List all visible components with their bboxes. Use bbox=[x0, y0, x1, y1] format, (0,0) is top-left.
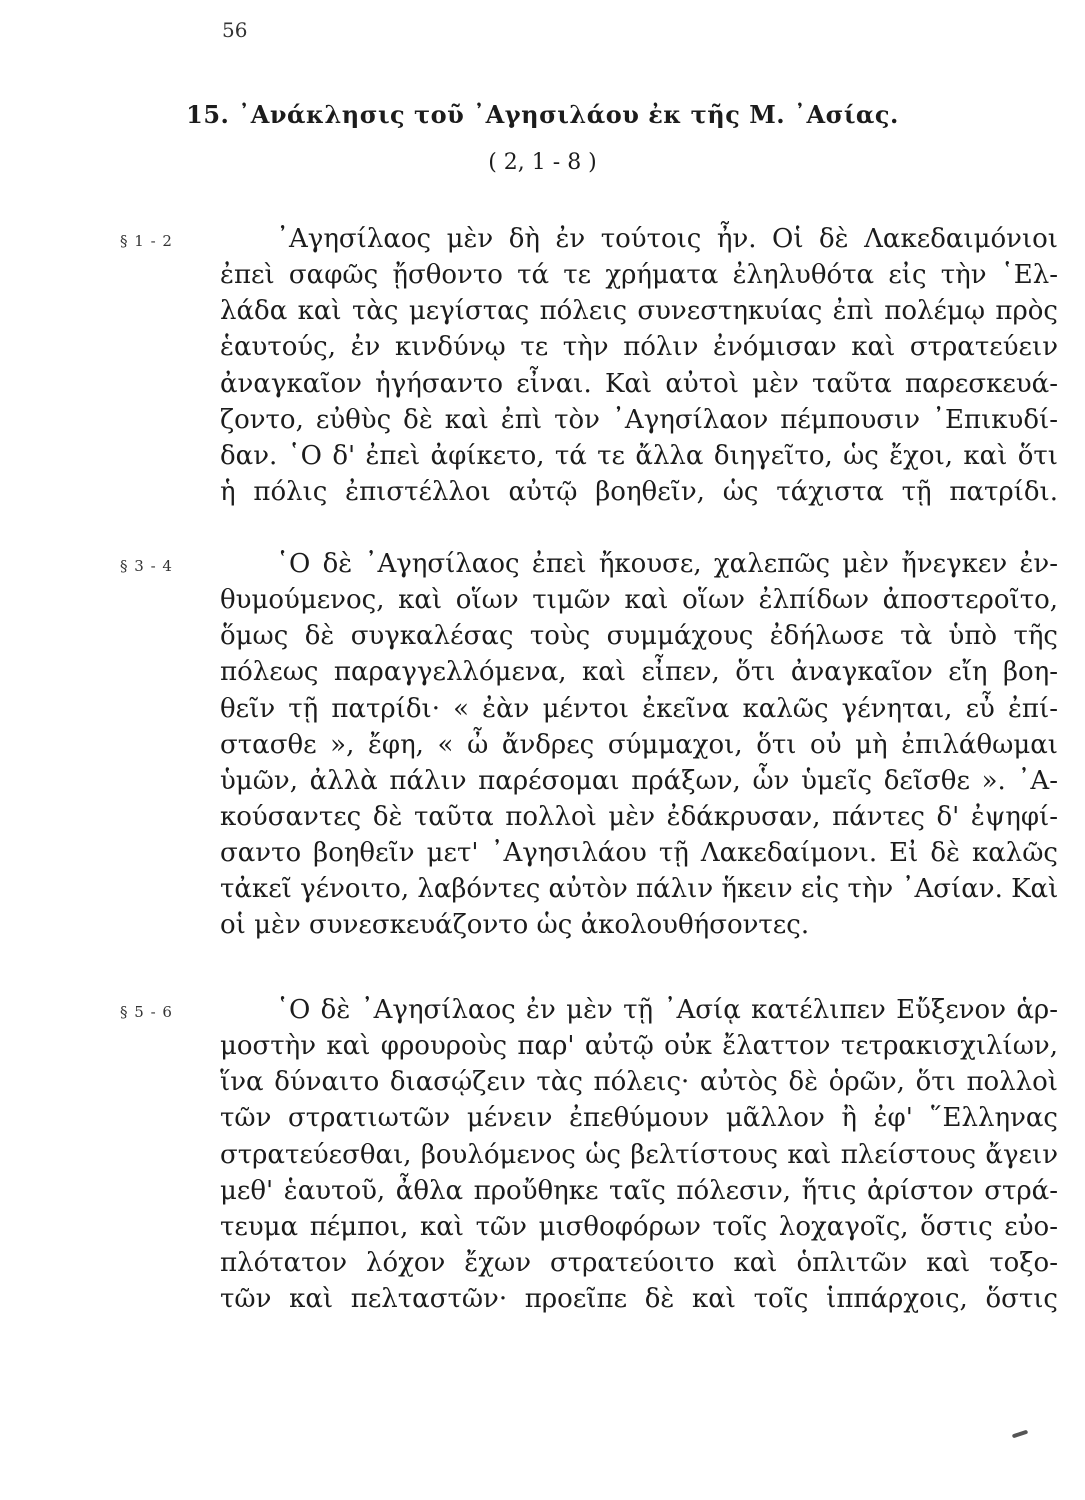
text-line: θεῖν τῇ πατρίδι· « ἐὰν μέντοι ἐκεῖνα καλῶς γένηται, εὖ ἐπί- bbox=[220, 693, 1058, 724]
section-marker: § 3 - 4 bbox=[120, 557, 173, 575]
text-line: τευμα πέμποι, καὶ τῶν μισθοφόρων τοῖς λοχαγοῖς, ὅστις εὐο- bbox=[220, 1211, 1058, 1242]
ink-mark bbox=[1012, 1430, 1028, 1439]
text-line: τῶν στρατιωτῶν μένειν ἐπεθύμουν μᾶλλον ἢ ἐφ' ῞Ελληνας bbox=[220, 1103, 1058, 1134]
text-line: οἱ μὲν συνεσκευάζοντο ὡς ἀκολουθήσοντες. bbox=[220, 910, 810, 941]
section-1-text bbox=[220, 221, 1058, 510]
section-2-text bbox=[220, 546, 1058, 944]
text-line: ἐπεὶ σαφῶς ᾔσθοντο τά τε χρήματα ἐληλυθότα εἰς τὴν ῾Ελ- bbox=[220, 260, 1058, 291]
text-line: τἀκεῖ γένοιτο, λαβόντες αὐτὸν πάλιν ἥκειν εἰς τὴν ᾿Ασίαν. Καὶ bbox=[220, 874, 1058, 905]
section-marker: § 1 - 2 bbox=[120, 232, 173, 250]
text-line: ὅμως δὲ συγκαλέσας τοὺς συμμάχους ἐδήλωσε τὰ ὑπὸ τῆς bbox=[220, 621, 1058, 652]
text-line: ὑμῶν, ἀλλὰ πάλιν παρέσομαι πράξων, ὧν ὑμεῖς δεῖσθε ». ᾿Α- bbox=[220, 765, 1058, 796]
text-line: ἑαυτούς, ἐν κινδύνῳ τε τὴν πόλιν ἐνόμισαν καὶ στρατεύειν bbox=[220, 332, 1058, 363]
text-line: στασθε », ἔφη, « ὦ ἄνδρες σύμμαχοι, ὅτι οὐ μὴ ἐπιλάθωμαι bbox=[220, 729, 1058, 760]
text-line: ῾Ο δὲ ᾿Αγησίλαος ἐν μὲν τῇ ᾿Ασίᾳ κατέλιπεν Εὔξενον ἁρ- bbox=[276, 995, 1058, 1025]
section-3-text bbox=[220, 992, 1058, 1317]
chapter-reference: ( 2, 1 - 8 ) bbox=[488, 150, 597, 175]
text-line: τῶν καὶ πελταστῶν· προεῖπε δὲ καὶ τοῖς ἱππάρχοις, ὅστις bbox=[220, 1284, 1058, 1315]
text-line: πόλεως παραγγελλόμενα, καὶ εἶπεν, ὅτι ἀναγκαῖον εἴη βοη- bbox=[220, 657, 1058, 688]
text-line: ῾Ο δὲ ᾿Αγησίλαος ἐπεὶ ἤκουσε, χαλεπῶς μὲν ἤνεγκεν ἐν- bbox=[276, 549, 1058, 579]
text-line: στρατεύεσθαι, βουλόμενος ὡς βελτίστους καὶ πλείστους ἄγειν bbox=[220, 1139, 1058, 1170]
text-line: σαντο βοηθεῖν μετ' ᾿Αγησιλάου τῇ Λακεδαίμονι. Εἰ δὲ καλῶς bbox=[220, 838, 1058, 869]
text-line: ἀναγκαῖον ἡγήσαντο εἶναι. Καὶ αὐτοὶ μὲν ταῦτα παρεσκευά- bbox=[220, 368, 1058, 399]
text-line: μεθ' ἑαυτοῦ, ἆθλα προὔθηκε ταῖς πόλεσιν, ἥτις ἀρίστον στρά- bbox=[220, 1175, 1058, 1206]
text-line: ζοντο, εὐθὺς δὲ καὶ ἐπὶ τὸν ᾿Αγησίλαον πέμπουσιν ᾿Επικυδί- bbox=[220, 404, 1058, 435]
text-line: πλότατον λόχον ἔχων στρατεύοιτο καὶ ὁπλιτῶν καὶ τοξο- bbox=[220, 1247, 1058, 1278]
text-line: κούσαντες δὲ ταῦτα πολλοὶ μὲν ἐδάκρυσαν, πάντες δ' ἐψηφί- bbox=[220, 801, 1058, 832]
text-line: μοστὴν καὶ φρουροὺς παρ' αὐτῷ οὐκ ἔλαττον τετρακισχιλίων, bbox=[220, 1031, 1058, 1062]
text-line: δαν. ῾Ο δ' ἐπεὶ ἀφίκετο, τά τε ἄλλα διηγεῖτο, ὡς ἔχοι, καὶ ὅτι bbox=[220, 440, 1058, 471]
section-marker: § 5 - 6 bbox=[120, 1003, 173, 1021]
text-line: ἡ πόλις ἐπιστέλλοι αὐτῷ βοηθεῖν, ὡς τάχιστα τῇ πατρίδι. bbox=[220, 476, 1058, 507]
text-line: ἵνα δύναιτο διασῴζειν τὰς πόλεις· αὐτὸς δὲ ὁρῶν, ὅτι πολλοὶ bbox=[220, 1067, 1058, 1098]
text-line: λάδα καὶ τὰς μεγίστας πόλεις συνεστηκυίας ἐπὶ πολέμῳ πρὸς bbox=[220, 296, 1058, 327]
page-number: 56 bbox=[222, 18, 248, 42]
text-line: θυμούμενος, καὶ οἵων τιμῶν καὶ οἵων ἐλπίδων ἀποστεροῖτο, bbox=[220, 585, 1058, 616]
text-line: ᾿Αγησίλαος μὲν δὴ ἐν τούτοις ἦν. Οἱ δὲ Λακεδαιμόνιοι bbox=[276, 224, 1058, 254]
chapter-title: 15. ᾿Ανάκλησις τοῦ ᾿Αγησιλάου ἐκ τῆς Μ. ᾿Ασίας. bbox=[186, 100, 899, 129]
